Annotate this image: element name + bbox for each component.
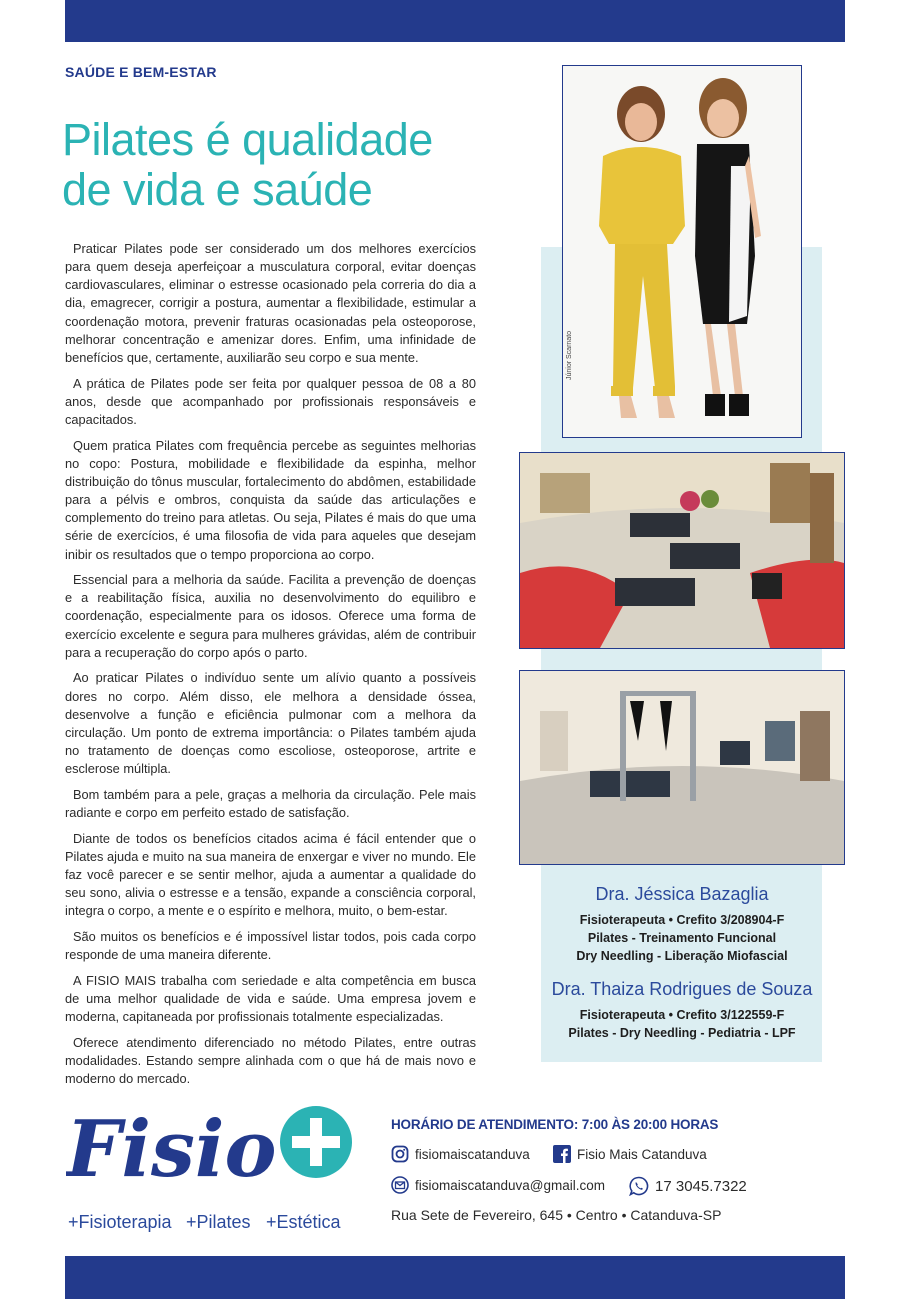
hours-label: HORÁRIO DE ATENDIMENTO: [391,1117,579,1132]
instagram-icon [391,1145,409,1163]
fisio-logo [66,1098,366,1238]
paragraph: Oferece atendimento diferenciado no método Pilates, entre outras modalidades. Estando sempre alinhada com o que há de mais novo e moderno do mercado. [65,1034,476,1087]
doctor-line: Fisioterapeuta • Crefito 3/208904-F [579,913,785,927]
paragraph: Bom também para a pele, graças a melhoria da circulação. Pele mais radiante e corpo em perfeito estado de satisfação. [65,786,476,821]
paragraph: A prática de Pilates pode ser feita por qualquer pessoa de 08 a 80 anos, desde que acompanhado por profissionais responsáveis e capacitados. [65,375,476,427]
article-title [62,115,522,215]
photo-credit: Júnior Scarnato [566,330,573,380]
address: Rua Sete de Fevereiro, 645 • Centro • Catanduva-SP [391,1207,722,1223]
doctor-line: Dry Needling - Liberação Miofascial [576,949,788,963]
logo-service-3: +Estética [266,1212,341,1232]
instagram-contact[interactable] [391,1145,530,1163]
email-contact[interactable] [391,1176,605,1194]
studio-photo-1 [519,452,845,649]
email-address: fisiomaiscatanduva@gmail.com [415,1177,606,1193]
paragraph: A FISIO MAIS trabalha com seriedade e alta competência em busca de uma melhor qualidade de vida e saúde. Uma empresa jovem e moderna, capitaneada por profissionais totalmente especializadas. [65,972,476,1025]
facebook-contact[interactable] [553,1145,707,1163]
logo-word: Fisio [66,1104,277,1195]
article-body [65,240,476,1096]
email-icon [391,1176,409,1194]
bottom-bar [65,1256,845,1299]
paragraph: Essencial para a melhoria da saúde. Facilita a prevenção de doenças e a reabilitação física, auxilia no desenvolvimento do equilibro e coordenação, especialmente para os idosos. Oferece uma forma de exercício excelente e segura para mulheres grávidas, além de contribuir para a recuperação do corpo após o parto. [65,572,476,660]
paragraph: Diante de todos os benefícios citados acima é fácil entender que o Pilates ajuda e muito na sua maneira de enxergar e viver no mundo. Ele faz você parecer e se sentir melhor, ajuda a aumentar a qualidade do seu sono, alivia o estresse e a tensão, expande a consciência corporal, integra o corpo, a mente e o espírito e melhora, muito, o bem-estar. [65,830,476,919]
doctor-name: Dra. Jéssica Bazaglia [595,884,769,904]
opening-hours [391,1117,718,1132]
paragraph: Praticar Pilates pode ser considerado um dos melhores exercícios para quem deseja aperfeiçoar a musculatura corporal, evitar doenças cardiovasculares, eliminar o estresse ocasionado pela correria do dia a dia, emagrecer, corrigir a postura, aumentar a flexibilidade, estimular a coordenação motora, prevenir fraturas ocasionadas pela osteoporose, melhorar concentração e amenizar dores. Enfim, uma infinidade de benefícios que, certamente, auxiliarão seu corpo e sua mente. [65,241,476,365]
studio-illustration-2 [520,671,844,864]
portrait-illustration [563,66,801,437]
doctor-name: Dra. Thaiza Rodrigues de Souza [551,979,813,999]
whatsapp-icon [629,1176,649,1196]
doctor-line: Pilates - Dry Needling - Pediatria - LPF [568,1026,796,1040]
portrait-photo [562,65,802,438]
title-line-1: Pilates é qualidade [62,114,433,165]
studio-photo-2 [519,670,845,865]
phone-number: 17 3045.7322 [655,1177,747,1195]
top-bar [65,0,845,42]
instagram-handle: fisiomaiscatanduva [415,1146,530,1162]
section-label: SAÚDE E BEM-ESTAR [65,64,217,80]
paragraph: Ao praticar Pilates o indivíduo sente um alívio quanto a possíveis dores no corpo. Além disso, ele melhora a densidade óssea, desenvolve a função e eficiência pulmonar com a melhora da circulação. Um ponto de extrema importância: o Pilates também ajuda no tratamento de doenças como escoliose, osteoporose, artrite e esclerose múltipla. [65,670,476,777]
phone-contact[interactable] [629,1176,747,1196]
doctor-line: Fisioterapeuta • Crefito 3/122559-F [579,1008,785,1022]
title-line-2: de vida e saúde [62,164,373,215]
doctor-card-2 [522,979,842,1042]
logo-service-2: +Pilates [186,1212,251,1232]
doctor-line: Pilates - Treinamento Funcional [587,931,777,945]
doctor-card-1 [522,884,842,965]
logo-service-1: +Fisioterapia [68,1212,172,1232]
hours-value: 7:00 ÀS 20:00 HORAS [581,1117,719,1132]
paragraph: Quem pratica Pilates com frequência percebe as seguintes melhorias no copo: Postura, mobilidade e flexibilidade da espinha, melhor distribuição do tônus muscular, fortalecimento do abdômen, estabilidade para a pélvis e ombros, conquista da saúde das articulações e complemento do treino para atletas. Ou seja, Pilates é mais do que uma série de exercícios, é uma filosofia de vida para aqueles que desejam inibir os resultados que o tempo proporciona ao corpo. [65,437,476,562]
facebook-icon [553,1145,571,1163]
studio-illustration-1 [520,453,844,648]
logo-mark [66,1098,366,1238]
facebook-page: Fisio Mais Catanduva [577,1146,707,1162]
paragraph: São muitos os benefícios e é impossível listar todos, pois cada corpo responde de uma maneira diferente. [65,928,476,963]
